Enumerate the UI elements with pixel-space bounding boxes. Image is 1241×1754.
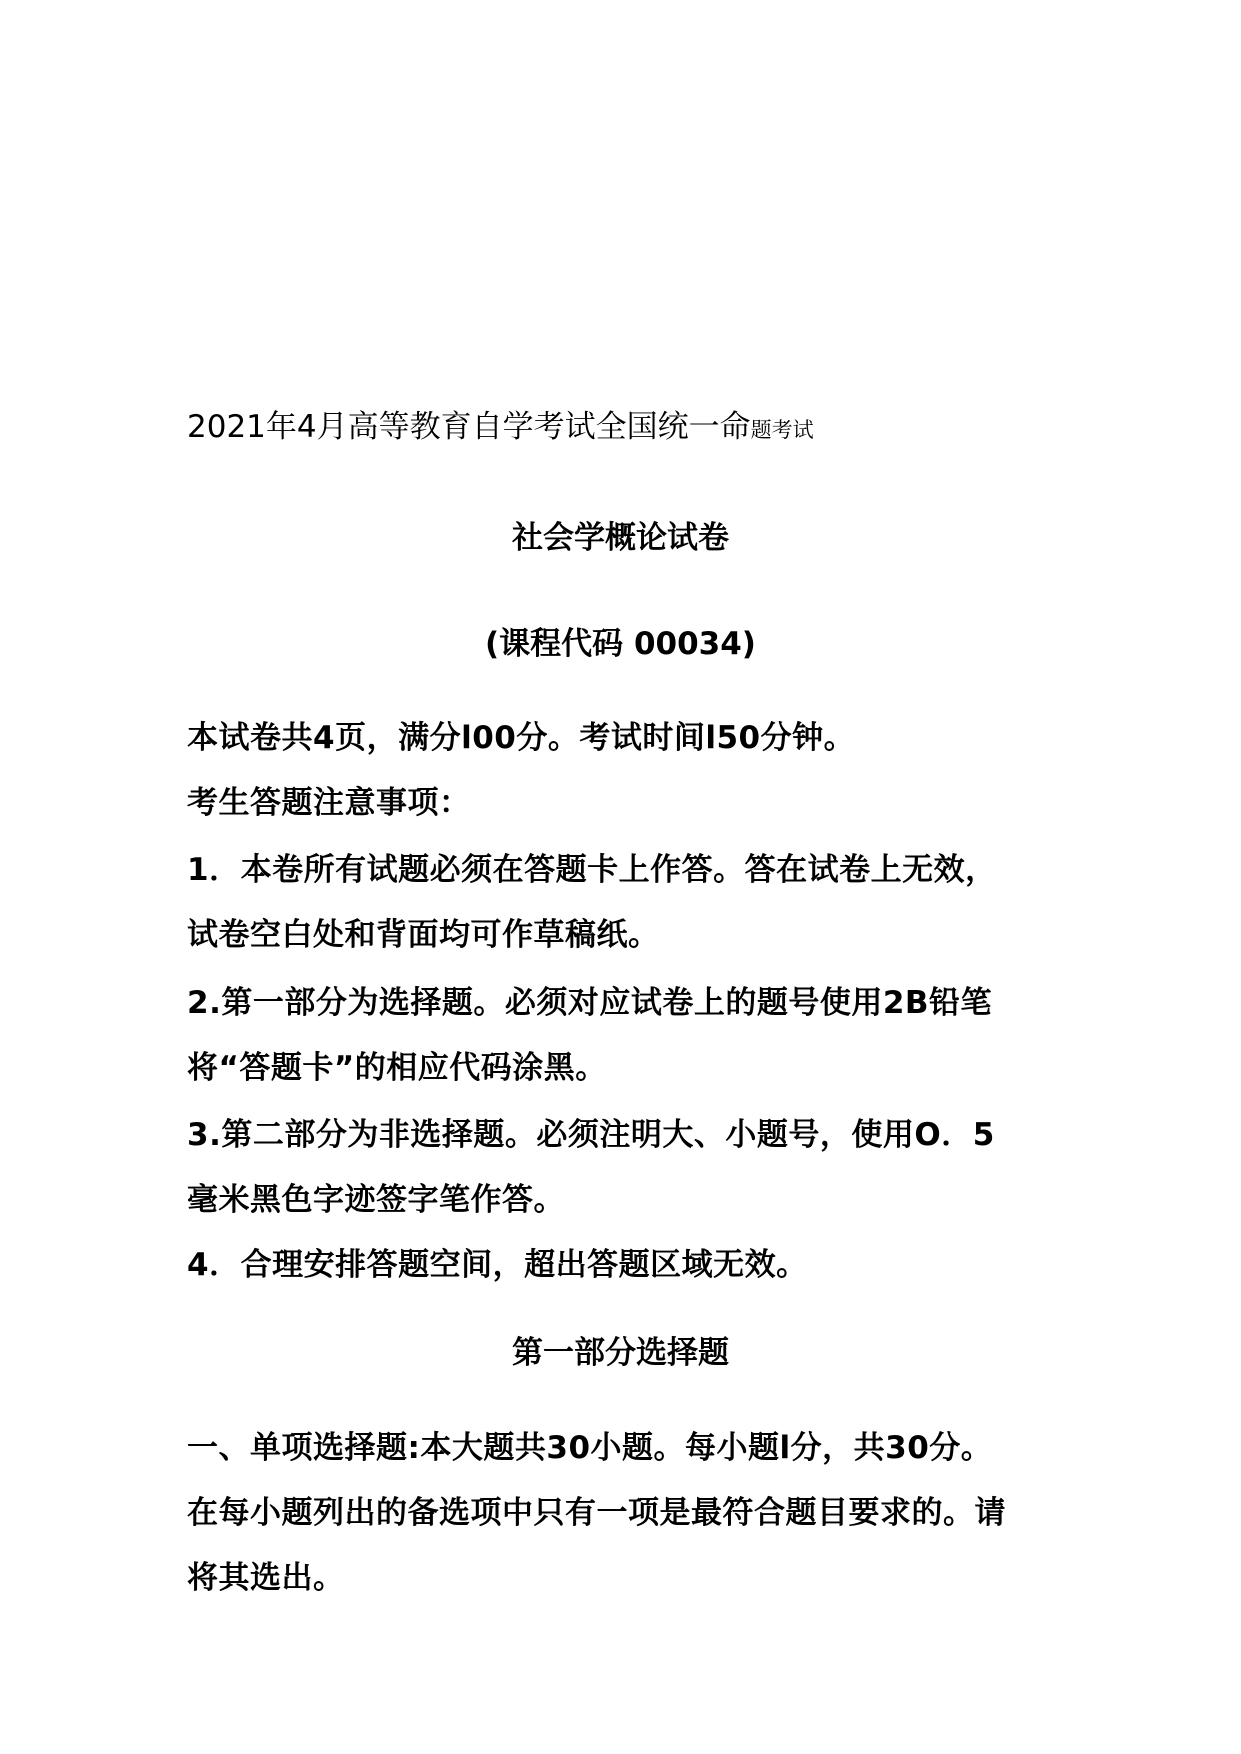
note-1-line-2: 试卷空白处和背面均可作草稿纸。	[187, 917, 660, 953]
note-4-line-1: 4．合理安排答题空间，超出答题区域无效。	[187, 1247, 808, 1283]
note-2-line-1: 2.第一部分为选择题。必须对应试卷上的题号使用2B铅笔	[187, 985, 993, 1021]
part-1-instruction-line-3: 将其选出。	[187, 1560, 345, 1596]
note-2-line-2: 将“答题卡”的相应代码涂黑。	[187, 1050, 607, 1086]
course-code: (课程代码 00034)	[485, 626, 756, 662]
notes-heading: 考生答题注意事项：	[187, 785, 471, 821]
part-1-instruction-line-2: 在每小题列出的备选项中只有一项是最符合题目要求的。请	[187, 1495, 1006, 1531]
exam-header-small: 题考试	[750, 418, 814, 442]
note-3-line-2: 毫米黑色字迹签字笔作答。	[187, 1182, 565, 1218]
part-1-instruction-line-1: 一、单项选择题:本大题共30小题。每小题l分，共30分。	[187, 1430, 993, 1466]
note-1-line-1: 1．本卷所有试题必须在答题卡上作答。答在试卷上无效，	[187, 852, 997, 888]
exam-header	[187, 409, 1067, 445]
note-3-line-1: 3.第二部分为非选择题。必须注明大、小题号，使用O．5	[187, 1117, 995, 1153]
exam-summary: 本试卷共4页，满分l00分。考试时间l50分钟。	[187, 720, 856, 756]
paper-title: 社会学概论试卷	[512, 520, 729, 556]
part-1-heading: 第一部分选择题	[512, 1335, 729, 1371]
exam-header-main: 2021年4月高等教育自学考试全国统一命	[187, 409, 751, 445]
